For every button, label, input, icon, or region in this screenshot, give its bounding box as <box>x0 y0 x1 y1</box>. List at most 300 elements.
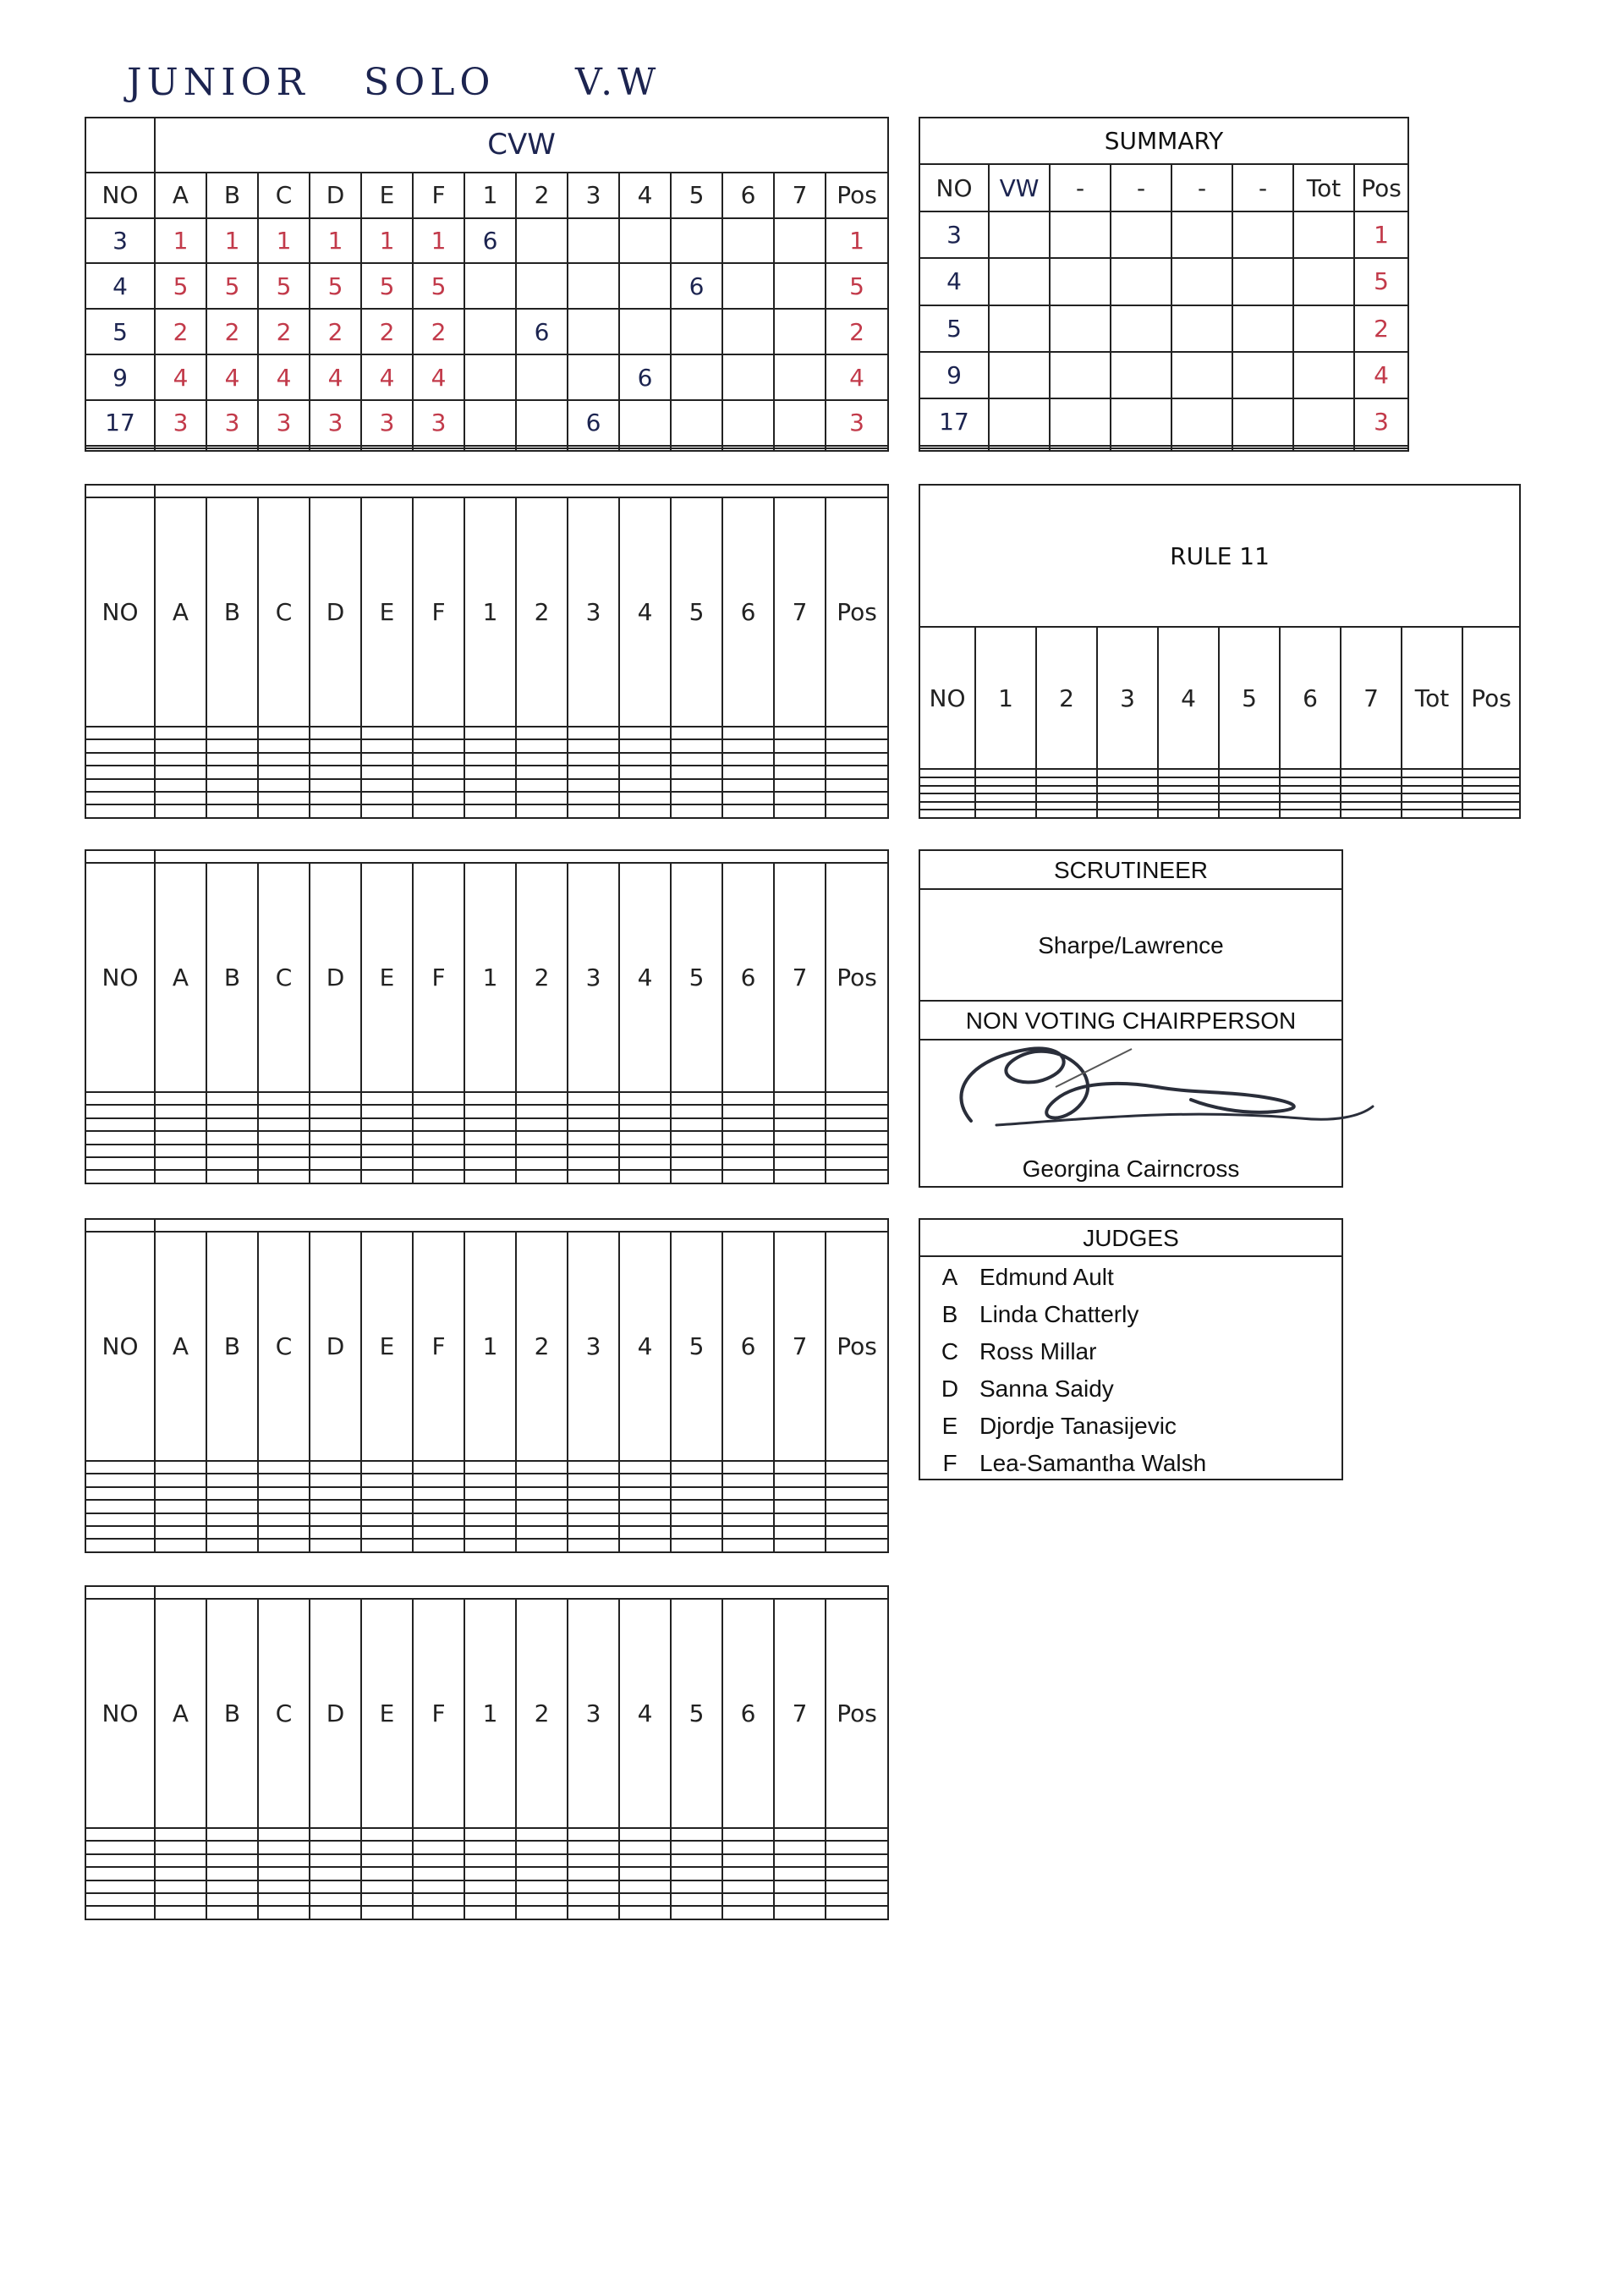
cell <box>568 1145 619 1157</box>
cell <box>464 766 516 778</box>
column-header: C <box>258 173 310 218</box>
column-header: NO <box>85 497 155 726</box>
column-header: F <box>413 1232 464 1460</box>
column-header: D <box>310 863 361 1091</box>
table-row <box>919 305 1408 352</box>
row-number: 3 <box>85 218 155 264</box>
cell <box>206 1539 258 1552</box>
cell <box>568 218 619 264</box>
cell <box>774 739 826 752</box>
judge-row <box>920 1259 1341 1296</box>
row-number: 17 <box>85 400 155 446</box>
cell <box>516 218 568 264</box>
cell <box>826 1854 888 1867</box>
table-row <box>85 218 888 264</box>
cell <box>516 1513 568 1526</box>
cell <box>516 1854 568 1867</box>
officials-box <box>919 849 1343 1188</box>
cell <box>85 1474 155 1486</box>
cell <box>919 802 975 810</box>
cell <box>516 400 568 446</box>
cell <box>722 1906 774 1919</box>
score-grid-block-5 <box>85 1585 888 1920</box>
cell <box>722 804 774 818</box>
cell <box>568 1461 619 1474</box>
cell <box>774 354 826 400</box>
table-row <box>85 779 888 792</box>
cell <box>671 792 722 804</box>
table-row <box>919 802 1520 810</box>
row-number: 4 <box>85 263 155 309</box>
column-header: 1 <box>464 1232 516 1460</box>
cell <box>310 1170 361 1183</box>
cell <box>1158 777 1219 786</box>
column-header: 4 <box>619 863 671 1091</box>
table-row <box>919 448 1408 451</box>
cell <box>413 1906 464 1919</box>
row-number: 9 <box>919 352 989 398</box>
cell <box>774 1170 826 1183</box>
cell <box>1402 769 1462 777</box>
column-header: 7 <box>1341 627 1402 769</box>
cell <box>206 1461 258 1474</box>
cell <box>671 1474 722 1486</box>
cell <box>671 1880 722 1893</box>
cell <box>310 804 361 818</box>
cell <box>1097 810 1158 818</box>
cell <box>1232 398 1293 445</box>
cell <box>413 1880 464 1893</box>
cell <box>826 1893 888 1906</box>
cell <box>722 1867 774 1880</box>
cell <box>919 777 975 786</box>
cell <box>258 779 310 792</box>
cell <box>464 1487 516 1500</box>
cell <box>413 1539 464 1552</box>
cell <box>413 1145 464 1157</box>
cell <box>826 448 888 451</box>
cell <box>85 1880 155 1893</box>
block-label: CVW <box>155 118 888 173</box>
table-row <box>85 1906 888 1919</box>
column-header: 1 <box>464 497 516 726</box>
cell <box>310 1526 361 1539</box>
column-header: 6 <box>722 1599 774 1827</box>
judge-mark: 4 <box>155 354 206 400</box>
cell <box>361 1092 413 1105</box>
cell <box>826 1828 888 1841</box>
cell <box>826 1105 888 1117</box>
scrutineer-name: Sharpe/Lawrence <box>920 890 1341 1002</box>
cell <box>155 1461 206 1474</box>
cell <box>568 1170 619 1183</box>
cell <box>258 1145 310 1157</box>
table-row <box>85 766 888 778</box>
cell <box>671 1105 722 1117</box>
column-header: VW <box>989 164 1050 211</box>
cell <box>516 263 568 309</box>
cell <box>671 1906 722 1919</box>
column-header: Pos <box>826 1599 888 1827</box>
cell <box>464 1526 516 1539</box>
cell <box>774 1828 826 1841</box>
judge-letter: D <box>941 1375 959 1402</box>
column-header: Pos <box>826 1232 888 1460</box>
cell <box>774 263 826 309</box>
cell <box>464 792 516 804</box>
position: 2 <box>1354 305 1408 352</box>
cell <box>413 448 464 451</box>
cell <box>1293 352 1354 398</box>
cell <box>619 1539 671 1552</box>
summary-title: SUMMARY <box>919 118 1408 164</box>
column-header: Tot <box>1293 164 1354 211</box>
cell <box>671 753 722 766</box>
cell <box>826 1500 888 1513</box>
position: 2 <box>826 309 888 354</box>
cell <box>464 1145 516 1157</box>
cell <box>671 727 722 739</box>
cell <box>1219 786 1280 794</box>
cell <box>671 1118 722 1131</box>
cell <box>619 1841 671 1853</box>
cell <box>206 1500 258 1513</box>
column-header: 6 <box>722 863 774 1091</box>
judges-title: JUDGES <box>920 1220 1341 1257</box>
score-grid-block-2 <box>85 484 888 819</box>
judge-mark: 5 <box>413 263 464 309</box>
cell <box>722 1105 774 1117</box>
cell <box>619 1513 671 1526</box>
cell <box>206 792 258 804</box>
cell <box>361 804 413 818</box>
cell <box>155 1539 206 1552</box>
judge-mark: 3 <box>155 400 206 446</box>
cell <box>361 1854 413 1867</box>
cell <box>464 1474 516 1486</box>
cell <box>361 792 413 804</box>
position: 3 <box>826 400 888 446</box>
cell <box>619 1092 671 1105</box>
cell <box>919 769 975 777</box>
column-header: 5 <box>671 173 722 218</box>
cell <box>155 1500 206 1513</box>
cell <box>413 739 464 752</box>
column-header: 5 <box>671 1599 722 1827</box>
cell <box>516 1092 568 1105</box>
cell <box>413 1500 464 1513</box>
cell <box>516 1131 568 1144</box>
cell <box>722 309 774 354</box>
cell <box>568 1906 619 1919</box>
cell <box>258 1500 310 1513</box>
cell <box>1171 352 1232 398</box>
cell <box>671 804 722 818</box>
cell <box>206 1867 258 1880</box>
cell <box>619 1474 671 1486</box>
cell <box>516 354 568 400</box>
cell <box>258 1092 310 1105</box>
cell <box>1036 769 1097 777</box>
cell <box>413 1893 464 1906</box>
table-row <box>85 1539 888 1552</box>
table-row <box>85 1145 888 1157</box>
cell <box>361 1906 413 1919</box>
cell <box>413 1118 464 1131</box>
column-header: 6 <box>722 497 774 726</box>
cell <box>413 1157 464 1170</box>
cell <box>85 753 155 766</box>
cell <box>722 792 774 804</box>
cell <box>919 810 975 818</box>
cell <box>206 1105 258 1117</box>
cell <box>310 1539 361 1552</box>
column-header: 5 <box>1219 627 1280 769</box>
cell <box>516 753 568 766</box>
cell <box>258 792 310 804</box>
cell <box>258 1487 310 1500</box>
cell <box>85 766 155 778</box>
cell <box>464 1906 516 1919</box>
column-header: 3 <box>568 1599 619 1827</box>
cell <box>619 1906 671 1919</box>
column-header: C <box>258 1232 310 1460</box>
cell <box>464 1500 516 1513</box>
cell <box>516 1145 568 1157</box>
cell <box>1354 448 1408 451</box>
cell <box>85 1841 155 1853</box>
cell <box>722 1092 774 1105</box>
cell <box>310 766 361 778</box>
cell <box>774 804 826 818</box>
cell <box>568 1841 619 1853</box>
table-row <box>85 1118 888 1131</box>
column-header: - <box>1232 164 1293 211</box>
cell <box>516 804 568 818</box>
cell <box>361 1893 413 1906</box>
cell <box>671 1841 722 1853</box>
block-label <box>155 1219 888 1232</box>
cell <box>774 753 826 766</box>
cell <box>989 398 1050 445</box>
cell <box>85 1893 155 1906</box>
cell <box>155 1828 206 1841</box>
cell <box>1341 786 1402 794</box>
cell <box>155 1105 206 1117</box>
cell <box>1402 786 1462 794</box>
cell <box>619 1105 671 1117</box>
cell <box>155 1118 206 1131</box>
column-header: NO <box>919 164 989 211</box>
cell <box>310 1131 361 1144</box>
cell <box>568 753 619 766</box>
table-row <box>85 1867 888 1880</box>
column-header: 5 <box>671 497 722 726</box>
cell <box>464 1157 516 1170</box>
cell <box>464 400 516 446</box>
judge-mark: 2 <box>361 309 413 354</box>
cell <box>1280 810 1341 818</box>
column-header: B <box>206 863 258 1091</box>
cell <box>1097 786 1158 794</box>
cell <box>671 1526 722 1539</box>
cell <box>671 1854 722 1867</box>
table-row <box>919 352 1408 398</box>
cell <box>1219 802 1280 810</box>
cell <box>206 1157 258 1170</box>
cell <box>155 753 206 766</box>
cell <box>361 1118 413 1131</box>
cell <box>85 1867 155 1880</box>
cell <box>774 1487 826 1500</box>
cell <box>155 1131 206 1144</box>
judge-name: Edmund Ault <box>979 1264 1114 1290</box>
table-row <box>85 263 888 309</box>
cell <box>464 1461 516 1474</box>
cell <box>722 400 774 446</box>
position: 1 <box>826 218 888 264</box>
cell <box>619 263 671 309</box>
column-header: 6 <box>722 1232 774 1460</box>
column-header: D <box>310 173 361 218</box>
cell <box>310 779 361 792</box>
cell <box>1171 211 1232 258</box>
cell <box>413 1854 464 1867</box>
cell <box>361 448 413 451</box>
cell <box>85 1500 155 1513</box>
column-header: F <box>413 1599 464 1827</box>
cell <box>774 1105 826 1117</box>
table-row <box>85 1893 888 1906</box>
cell <box>1111 398 1171 445</box>
cell <box>516 779 568 792</box>
column-header: C <box>258 863 310 1091</box>
cell <box>671 1828 722 1841</box>
majority-count: 6 <box>516 309 568 354</box>
cell <box>722 1500 774 1513</box>
cell <box>516 1157 568 1170</box>
cell <box>568 1854 619 1867</box>
cell <box>258 1131 310 1144</box>
cell <box>1293 211 1354 258</box>
cell <box>155 804 206 818</box>
cell <box>464 1841 516 1853</box>
cell <box>1293 258 1354 305</box>
score-grid-block-1 <box>85 117 888 452</box>
cell <box>206 766 258 778</box>
cell <box>258 448 310 451</box>
judge-letter: E <box>941 1413 958 1439</box>
cell <box>310 1841 361 1853</box>
judge-mark: 4 <box>310 354 361 400</box>
cell <box>155 792 206 804</box>
cell <box>258 1118 310 1131</box>
table-row <box>919 786 1520 794</box>
cell <box>413 779 464 792</box>
cell <box>258 1867 310 1880</box>
cell <box>619 400 671 446</box>
cell <box>1232 352 1293 398</box>
column-header: D <box>310 1599 361 1827</box>
cell <box>155 1867 206 1880</box>
cell <box>85 1828 155 1841</box>
cell <box>1097 769 1158 777</box>
cell <box>722 1854 774 1867</box>
judge-mark: 4 <box>206 354 258 400</box>
cell <box>671 1867 722 1880</box>
cell <box>258 1105 310 1117</box>
cell <box>361 1131 413 1144</box>
judge-letter: C <box>941 1338 959 1364</box>
cell <box>1111 211 1171 258</box>
cell <box>722 448 774 451</box>
cell <box>619 766 671 778</box>
cell <box>206 727 258 739</box>
cell <box>85 792 155 804</box>
cell <box>413 1474 464 1486</box>
cell <box>826 753 888 766</box>
judge-row <box>920 1408 1341 1445</box>
cell <box>1036 793 1097 802</box>
cell <box>975 793 1036 802</box>
cell <box>722 1157 774 1170</box>
judge-row <box>920 1296 1341 1333</box>
table-row <box>85 309 888 354</box>
cell <box>310 739 361 752</box>
cell <box>568 448 619 451</box>
cell <box>1050 305 1111 352</box>
cell <box>671 1157 722 1170</box>
column-header: 2 <box>516 173 568 218</box>
cell <box>361 1513 413 1526</box>
cell <box>1050 448 1111 451</box>
cell <box>919 448 989 451</box>
cell <box>619 779 671 792</box>
cell <box>826 727 888 739</box>
position: 4 <box>1354 352 1408 398</box>
cell <box>85 448 155 451</box>
cell <box>774 1880 826 1893</box>
cell <box>516 792 568 804</box>
cell <box>516 1526 568 1539</box>
cell <box>671 1170 722 1183</box>
judge-letter: B <box>941 1301 958 1327</box>
cell <box>310 753 361 766</box>
judge-mark: 1 <box>310 218 361 264</box>
cell <box>464 1105 516 1117</box>
cell <box>722 1170 774 1183</box>
cell <box>85 1487 155 1500</box>
cell <box>1462 777 1520 786</box>
table-row <box>919 777 1520 786</box>
cell <box>516 448 568 451</box>
cell <box>155 727 206 739</box>
cell <box>774 1118 826 1131</box>
cell <box>310 1092 361 1105</box>
cell <box>568 1474 619 1486</box>
cell <box>206 1092 258 1105</box>
cell <box>568 1092 619 1105</box>
cell <box>1050 258 1111 305</box>
judge-row <box>920 1333 1341 1370</box>
table-row <box>85 753 888 766</box>
judges-box <box>919 1218 1343 1480</box>
cell <box>1280 802 1341 810</box>
cell <box>85 739 155 752</box>
cell <box>1036 786 1097 794</box>
judge-mark: 5 <box>361 263 413 309</box>
cell <box>516 1828 568 1841</box>
